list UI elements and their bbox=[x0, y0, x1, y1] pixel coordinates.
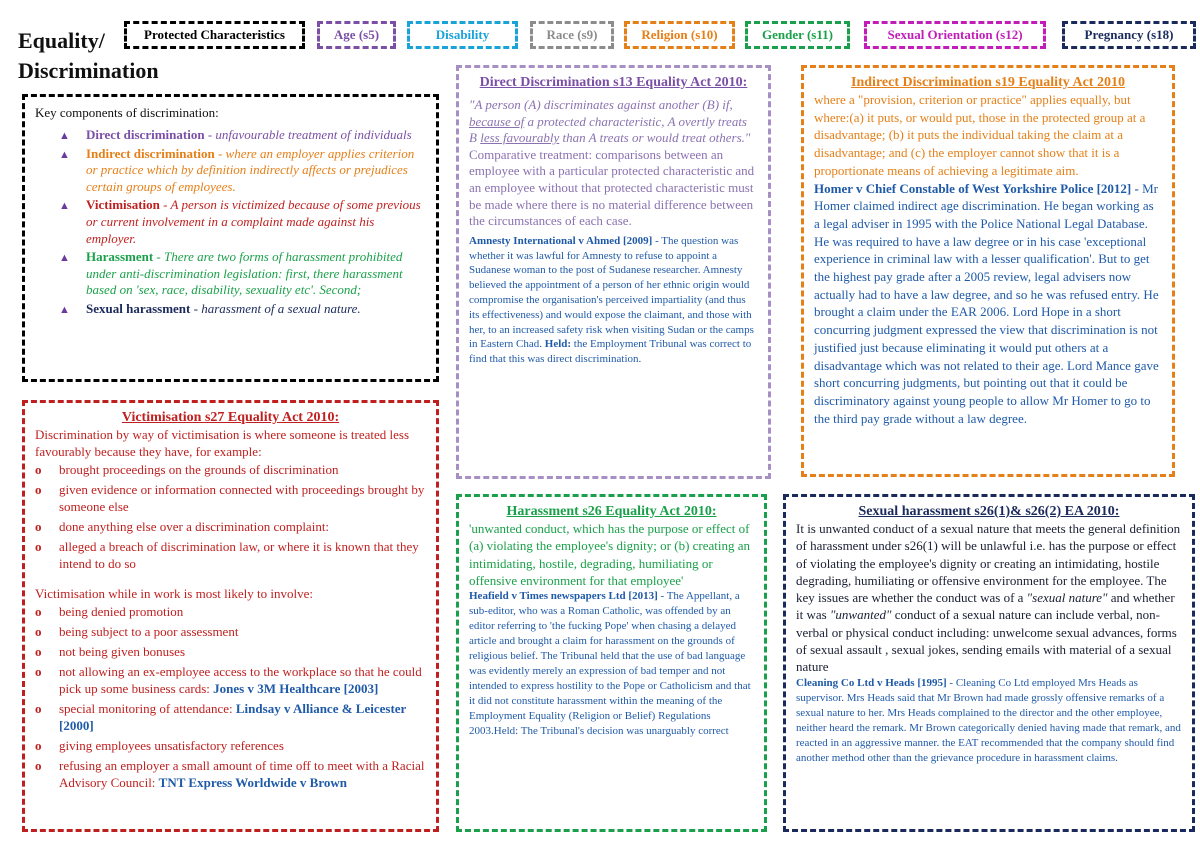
religion-label: Religion (s10) bbox=[624, 21, 735, 49]
desc-sexual-harassment: - harassment of a sexual nature. bbox=[190, 300, 361, 316]
key-components-list bbox=[59, 127, 426, 318]
bullet-arrow-icon: ▲ bbox=[59, 303, 70, 316]
list-item bbox=[59, 301, 426, 318]
harassment-heading: Harassment s26 Equality Act 2010: bbox=[506, 504, 717, 519]
harassment-box bbox=[456, 494, 767, 832]
sexual-harassment-definition: It is unwanted conduct of a sexual nature that meets the general definition of harassment under s26(1) will be unlawful i.e. has the purpose or effect of violating the employee's dignity or creating an intimidating, hostile degrading, humiliating or offensive environment for the employee. The key issues are whether the conduct was of a "sexual nature" and whether it was "unwanted" conduct of a sexual nature can include verbal, non-verbal or physical conduct including: unwelcome sexual advances, forms of sexual assault , sexual jokes, sending emails with material of a sexual nature bbox=[796, 521, 1181, 675]
title-line-1: Equality/ bbox=[18, 28, 105, 53]
desc-direct: - unfavourable treatment of individuals bbox=[204, 127, 412, 142]
harassment-definition: 'unwanted conduct, which has the purpose or effect of (a) violating the employee's dignity; or (b) creating an intimidating, hostile, degrading, humiliating or offensive environment for that employee' bbox=[469, 521, 751, 588]
case-jones: Jones v 3M Healthcare [2003] bbox=[213, 681, 379, 696]
list-item: o brought proceedings on the grounds of discrimination bbox=[35, 462, 339, 477]
list-item bbox=[59, 249, 426, 299]
disability-label: Disability bbox=[407, 21, 518, 49]
title-line-2: Discrimination bbox=[18, 58, 159, 83]
indirect-heading: Indirect Discrimination s19 Equality Act 2010 bbox=[851, 75, 1125, 90]
case-heafield: Heafield v Times newspapers Ltd [2013] bbox=[469, 590, 658, 603]
sexual-harassment-heading: Sexual harassment s26(1)& s26(2) EA 2010: bbox=[858, 504, 1120, 519]
list-item: o alleged a breach of discrimination law, or where it is known that they intend to do so bbox=[35, 539, 419, 571]
list-item: o being denied promotion bbox=[35, 604, 184, 619]
list-item bbox=[59, 146, 426, 196]
term-sexual-harassment: Sexual harassment bbox=[86, 300, 191, 316]
key-components-intro: Key components of discrimination: bbox=[35, 105, 219, 120]
bullet-arrow-icon: ▲ bbox=[59, 130, 70, 142]
list-item: o not being given bonuses bbox=[35, 644, 186, 659]
direct-case: Amnesty International v Ahmed [2009] - The question was whether it was lawful for Amnesty to refuse to appoint a Sudanese woman to the post of Sudanese researcher. Amnesty believed the appointment of a person of her ethnic origin would compromise the organisation's perceived impartiality (and thus its effectiveness) and would expose the claimant, and those with her, to an increased safety risk when visiting Sudan or the camps in Eastern Chad. Held: the Employment Tribunal was correct to find that this was direct discrimination. bbox=[469, 234, 754, 366]
list-item: o refusing an employer a small amount of time off to meet with a Racial Advisory Council: TNT Express Worldwide v Brown bbox=[35, 758, 425, 790]
list-item: o special monitoring of attendance: Lindsay v Alliance & Leicester [2000] bbox=[35, 701, 407, 733]
list-item: o not allowing an ex-employee access to the workplace so that he could pick up some business cards: Jones v 3M Healthcare [2003] bbox=[35, 664, 422, 696]
bullet-arrow-icon: ▲ bbox=[59, 200, 70, 213]
sexual-harassment-box bbox=[783, 494, 1195, 832]
desc-harassment: - There are two forms of harassment prohibited under anti-discrimination legislation: first, there harassment based on 'sex, race, disability, sexuality etc'. Second; bbox=[86, 249, 403, 298]
indirect-case: Homer v Chief Constable of West Yorkshire Police [2012] - Mr Homer claimed indirect age discrimination. He began working as a legal adviser in 1995 with the Police National Legal Database. He was required to have a law degree or in his case 'exceptional experience in criminal law with a lesser qualification'. But to get the highest pay grade after a 2005 review, legal advisers now actually had to have a law degree, and so he was refused entry. He brought a claim under the EAR 2006. Lord Hope in a short concurring judgment expressed the view that discrimination is not justified just because eliminating it would put others at a disadvantage which was not related to their age. Lord Mance gave short concurring judgments, but pointing out that it could be discriminatory against young people to allow Mr Homer to go to the third pay grade without a law degree. bbox=[814, 180, 1159, 426]
victimisation-list-2 bbox=[35, 603, 426, 791]
protected-characteristics-label: Protected Characteristics bbox=[124, 21, 305, 49]
term-harassment: Harassment bbox=[86, 249, 154, 265]
harassment-case: Heafield v Times newspapers Ltd [2013] - The Appellant, a sub-editor, who was a Roman Catholic, was offended by an editor referring to 'the fucking Pope' when chasing a delayed article and brought a claim for harassment on the grounds of religious belief. The Tribunal held that the use of bad language was evidently merely an expression of bad temper and not intended to express hostility to the Pope or Catholicism and that it did not constitute harassment within the meaning of the Employment Equality (Religion or Belief) Regulations 2003.Held: The Tribunal's decision was unarguably correct bbox=[469, 590, 751, 738]
direct-comparative: Comparative treatment: comparisons between an employee with a particular protected characteristic and an employee without that protected characteristic must be made where there is no material difference between the circumstances of each case. bbox=[469, 146, 755, 229]
list-item: o given evidence or information connected with proceedings brought by someone else bbox=[35, 482, 425, 514]
victimisation-box bbox=[22, 400, 439, 832]
list-item: o done anything else over a discrimination complaint: bbox=[35, 519, 330, 534]
list-item: o giving employees unsatisfactory references bbox=[35, 738, 284, 753]
race-label: Race (s9) bbox=[530, 21, 614, 49]
case-tnt: TNT Express Worldwide v Brown bbox=[158, 775, 347, 790]
list-item bbox=[59, 127, 426, 144]
pregnancy-label: Pregnancy (s18) bbox=[1062, 21, 1196, 49]
indirect-discrimination-box bbox=[801, 65, 1175, 477]
victimisation-intro: Discrimination by way of victimisation is where someone is treated less favourably because they have, for example: bbox=[35, 427, 410, 459]
indirect-definition: where a "provision, criterion or practice" applies equally, but where:(a) it puts, or would put, those in the protected group at a disadvantage; (b) it puts the individual taking the claim at a disadvantage; and (c) the employer cannot show that it is a proportionate means of achieving a legitimate aim. bbox=[814, 92, 1146, 178]
desc-victimisation: - A person is victimized because of some previous or current involvement in a complaint made against his employer. bbox=[86, 197, 421, 246]
list-item bbox=[59, 197, 426, 247]
bullet-arrow-icon: ▲ bbox=[59, 252, 70, 265]
direct-discrimination-box bbox=[456, 65, 771, 479]
direct-heading: Direct Discrimination s13 Equality Act 2010: bbox=[479, 75, 748, 90]
key-components-box bbox=[22, 94, 439, 382]
case-lindsay: Lindsay v Alliance & Leicester [2000] bbox=[59, 701, 407, 733]
victimisation-heading: Victimisation s27 Equality Act 2010: bbox=[121, 410, 340, 425]
desc-indirect: - where an employer applies criterion or practice which by definition indirectly affects or prejudices certain groups of employees. bbox=[86, 145, 415, 194]
case-cleaning-co: Cleaning Co Ltd v Heads [1995] bbox=[796, 676, 947, 689]
term-indirect: Indirect discrimination bbox=[86, 145, 215, 161]
victimisation-list-1 bbox=[35, 461, 426, 572]
direct-quote: "A person (A) discriminates against another (B) if, because of a protected characteristic, A overtly treats B less favourably than A treats or would treat others." bbox=[469, 97, 751, 146]
sexual-harassment-case: Cleaning Co Ltd v Heads [1995] - Cleaning Co Ltd employed Mrs Heads as supervisor. Mrs Heads said that Mr Brown had made grossly offensive remarks of a sexual nature to her. Mrs Heads complained to the director and the other employee, neither heard the remark. Mr Brown categorically denied having made that remark, and reacted in an aggressive manner. the EAT recommended that the company should find another method other than the grievance procedure in harassment claims. bbox=[796, 676, 1181, 764]
case-amnesty: Amnesty International v Ahmed [2009] bbox=[469, 234, 653, 247]
victimisation-intro-2: Victimisation while in work is most likely to involve: bbox=[35, 586, 313, 601]
sexual-orientation-label: Sexual Orientation (s12) bbox=[864, 21, 1046, 49]
age-label: Age (s5) bbox=[317, 21, 396, 49]
list-item: o being subject to a poor assessment bbox=[35, 624, 239, 639]
term-victimisation: Victimisation bbox=[86, 197, 160, 213]
case-homer: Homer v Chief Constable of West Yorkshire Police [2012] bbox=[814, 180, 1132, 196]
bullet-arrow-icon: ▲ bbox=[59, 148, 70, 161]
gender-label: Gender (s11) bbox=[745, 21, 850, 49]
term-direct: Direct discrimination bbox=[86, 127, 205, 142]
